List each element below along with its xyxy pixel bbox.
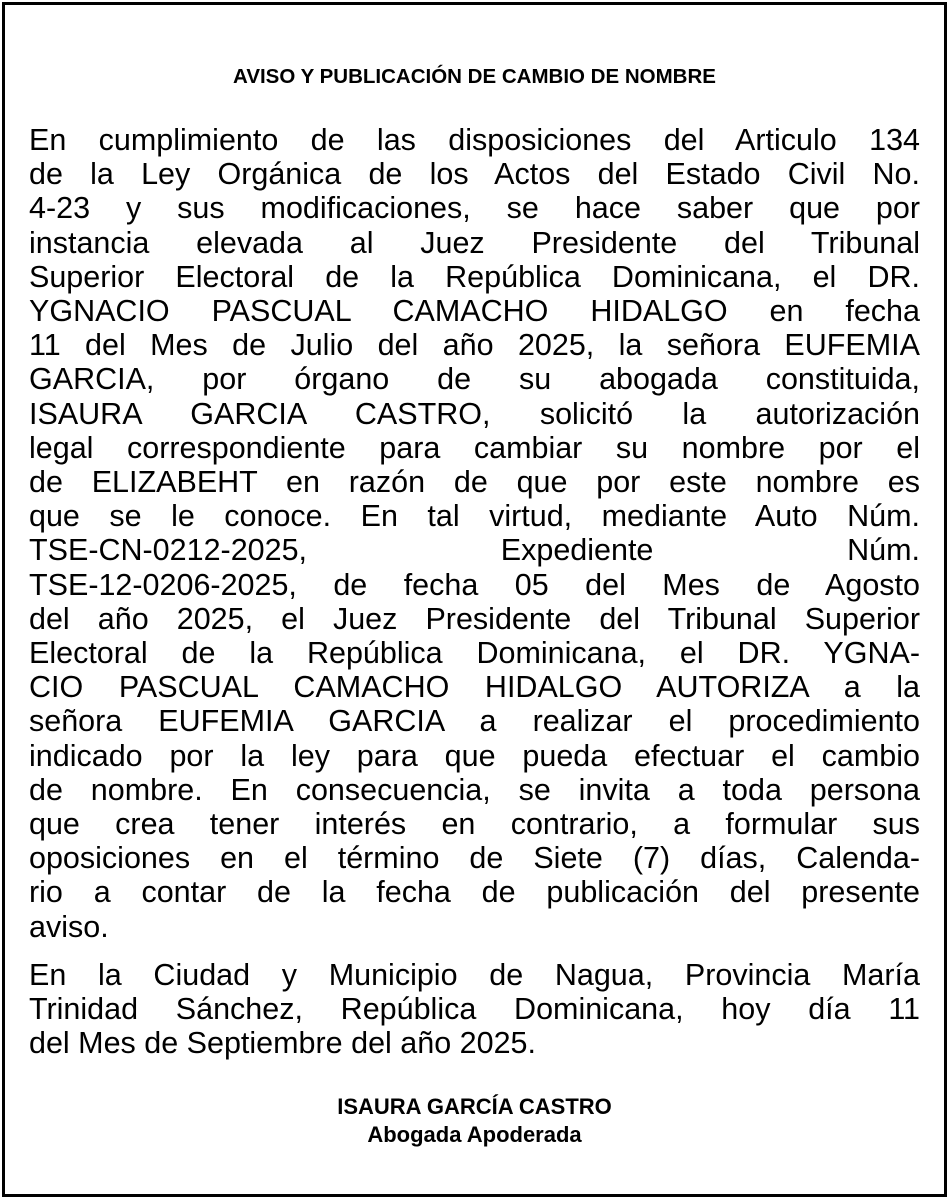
text-line: aviso. (29, 909, 109, 944)
text-line: que se le conoce. En tal virtud, mediante Auto Núm. (29, 499, 920, 534)
text-line: TSE-12-0206-2025, de fecha 05 del Mes de Agosto (29, 567, 920, 602)
notice-paragraph-1 (29, 123, 920, 944)
text-line: del Mes de Septiembre del año 2025. (29, 1026, 536, 1061)
signature-role: Abogada Apoderada (367, 1122, 582, 1147)
signature-name: ISAURA GARCÍA CASTRO (337, 1094, 612, 1119)
text-line: En cumplimiento de las disposiciones del Articulo 134 (29, 123, 920, 157)
text-line: Electoral de la República Dominicana, el DR. YGNA- (29, 636, 920, 671)
text-line: de ELIZABEHT en razón de que por este nombre es (29, 465, 920, 500)
text-line: indicado por la ley para que pueda efectuar el cambio (29, 738, 920, 773)
text-line: YGNACIO PASCUAL CAMACHO HIDALGO en fecha (29, 294, 920, 329)
text-line: ISAURA GARCIA CASTRO, solicitó la autorización (29, 396, 920, 431)
text-line: oposiciones en el término de Siete (7) días, Calenda- (29, 841, 920, 876)
notice-title: AVISO Y PUBLICACIÓN DE CAMBIO DE NOMBRE (233, 65, 716, 88)
notice-paragraph-2 (29, 958, 920, 1061)
text-line: 11 del Mes de Julio del año 2025, la señora EUFEMIA (29, 328, 920, 363)
text-line: de nombre. En consecuencia, se invita a toda persona (29, 772, 920, 807)
text-line: TSE-CN-0212-2025, Expediente Núm. (29, 533, 920, 568)
text-line: 4-23 y sus modificaciones, se hace saber que por (29, 191, 920, 226)
text-line: CIO PASCUAL CAMACHO HIDALGO AUTORIZA a la (29, 670, 920, 705)
text-line: que crea tener interés en contrario, a formular sus (29, 807, 920, 842)
text-line: legal correspondiente para cambiar su nombre por el (29, 430, 920, 465)
text-line: rio a contar de la fecha de publicación del presente (29, 875, 920, 910)
text-line: En la Ciudad y Municipio de Nagua, Provincia María (29, 958, 920, 992)
text-line: señora EUFEMIA GARCIA a realizar el procedimiento (29, 704, 920, 739)
text-line: Superior Electoral de la República Dominicana, el DR. (29, 259, 920, 294)
legal-notice (2, 2, 947, 1197)
text-line: GARCIA, por órgano de su abogada constituida, (29, 362, 920, 397)
text-line: Trinidad Sánchez, República Dominicana, hoy día 11 (29, 992, 920, 1027)
text-line: de la Ley Orgánica de los Actos del Estado Civil No. (29, 157, 920, 192)
text-line: del año 2025, el Juez Presidente del Tribunal Superior (29, 601, 920, 636)
text-line: instancia elevada al Juez Presidente del Tribunal (29, 225, 920, 260)
